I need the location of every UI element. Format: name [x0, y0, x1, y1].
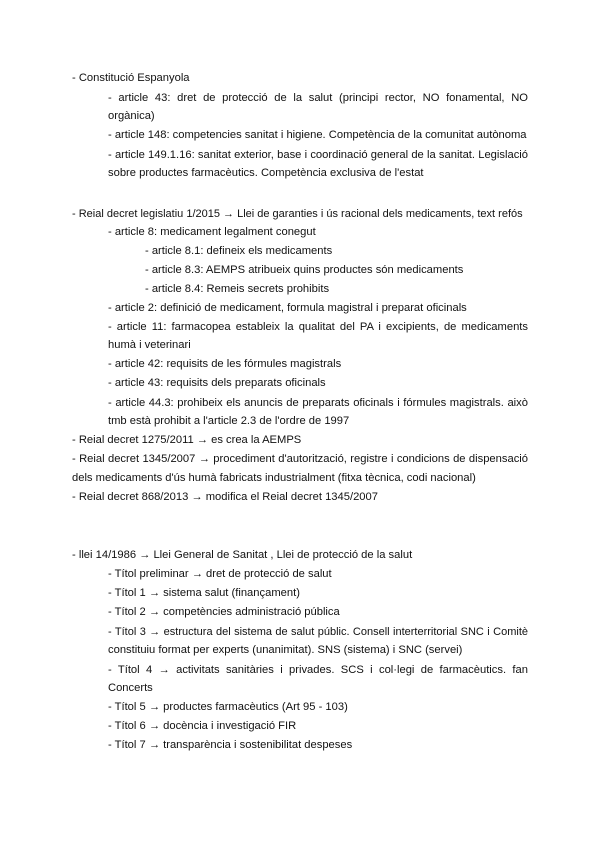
list-item: - Títol 2 → competències administració pública — [108, 606, 340, 618]
list-item-continuation: constituiu format per experts (unanimitat). SNS (sistema) i SNC (servei) — [108, 644, 463, 656]
sub-list-item: - article 8.4: Remeis secrets prohibits — [145, 283, 330, 295]
list-item: - Títol 3 → estructura del sistema de salut públic. Consell interterritorial SNC i Comitè — [108, 626, 528, 638]
list-item: - Títol 6 → docència i investigació FIR — [108, 720, 297, 732]
heading-llei-14-1986: - llei 14/1986 → Llei General de Sanitat , Llei de protecció de la salut — [72, 549, 413, 561]
list-item: - article 44.3: prohibeix els anuncis de preparats oficinals i fórmules magistrals. això — [108, 397, 528, 409]
list-item: - Títol 4 → activitats sanitàries i privades. SCS i col·legi de farmacèutics. fan — [108, 664, 528, 676]
list-item: - article 2: definició de medicament, formula magistral i preparat oficinals — [108, 302, 467, 314]
list-item: - Títol 1 → sistema salut (finançament) — [108, 587, 300, 599]
list-item-continuation: humà i veterinari — [108, 339, 191, 351]
list-item-continuation: sobre productes farmacèutics. Competència exclusiva de l'estat — [108, 167, 424, 179]
sub-list-item: - article 8.1: defineix els medicaments — [145, 245, 333, 257]
heading-constitucio: - Constitució Espanyola — [72, 72, 190, 84]
heading-continuation: dels medicaments d'ús humà fabricats industrialment (fitxa tècnica, codi nacional) — [72, 472, 476, 484]
list-item: - Títol 7 → transparència i sostenibilitat despeses — [108, 739, 353, 751]
heading-reial-decret-legislatiu: - Reial decret legislatiu 1/2015 → Llei de garanties i ús racional dels medicaments, text refós — [72, 208, 523, 220]
sub-list-item: - article 8.3: AEMPS atribueix quins productes són medicaments — [145, 264, 464, 276]
list-item-continuation: tmb està prohibit a l'article 2.3 de l'ordre de 1997 — [108, 415, 350, 427]
list-item: - article 11: farmacopea estableix la qualitat del PA i excipients, de medicaments — [108, 321, 528, 333]
list-item: - Títol preliminar → dret de protecció de salut — [108, 568, 332, 580]
list-item: - article 43: requisits dels preparats oficinals — [108, 377, 326, 389]
list-item-continuation: orgànica) — [108, 110, 155, 122]
list-item: - article 43: dret de protecció de la salut (principi rector, NO fonamental, NO — [108, 92, 528, 104]
heading-reial-decret-1275: - Reial decret 1275/2011 → es crea la AEMPS — [72, 434, 302, 446]
list-item: - article 148: competencies sanitat i higiene. Competència de la comunitat autònoma — [108, 129, 527, 141]
heading-reial-decret-868: - Reial decret 868/2013 → modifica el Reial decret 1345/2007 — [72, 491, 378, 503]
list-item-continuation: Concerts — [108, 682, 153, 694]
list-item: - article 42: requisits de les fórmules magistrals — [108, 358, 342, 370]
list-item: - article 149.1.16: sanitat exterior, base i coordinació general de la sanitat. Legislació — [108, 149, 528, 161]
list-item: - article 8: medicament legalment conegut — [108, 226, 316, 238]
heading-reial-decret-1345: - Reial decret 1345/2007 → procediment d'autorització, registre i condicions de dispensació — [72, 453, 528, 465]
list-item: - Títol 5 → productes farmacèutics (Art 95 - 103) — [108, 701, 348, 713]
